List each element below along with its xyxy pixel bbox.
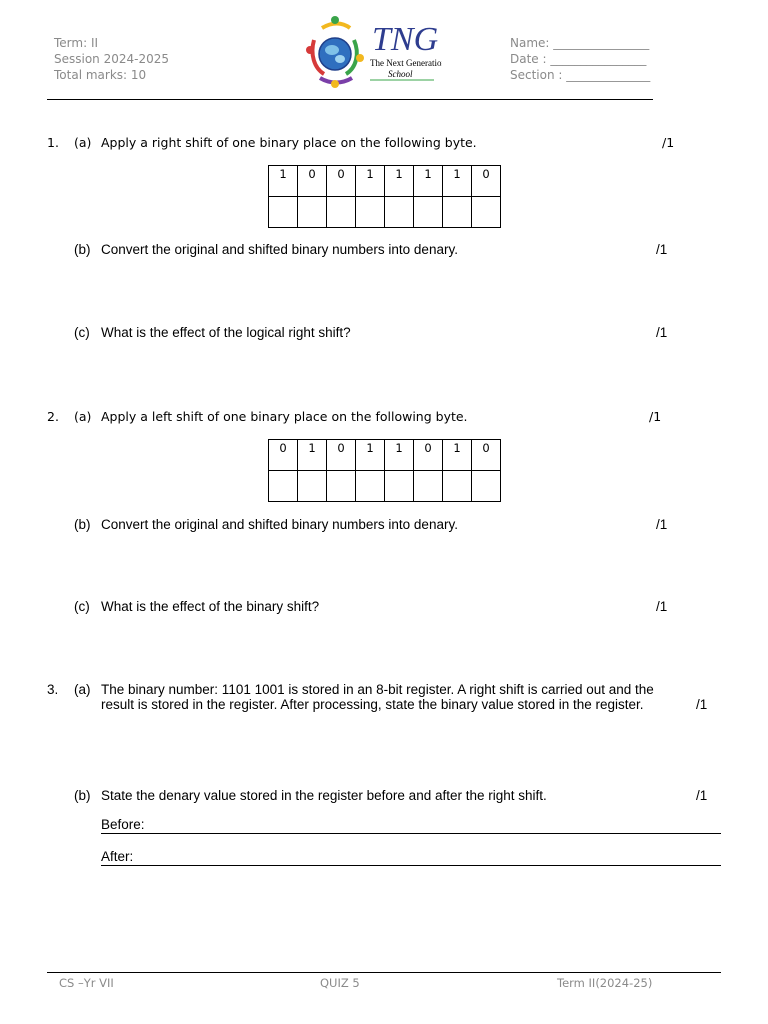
footer-center: QUIZ 5 [320,976,360,990]
q1-answer-cell[interactable] [472,197,501,228]
q3b-text: State the denary value stored in the register before and after the right shift. [101,788,547,803]
q2-answer-cell[interactable] [472,471,501,502]
q3a-text-line2: result is stored in the register. After processing, state the binary value stored in the register. [101,697,644,712]
footer-right: Term II(2024-25) [557,976,653,990]
section-field[interactable]: Section : ______________ [510,68,651,82]
q2-answer-cell[interactable] [327,471,356,502]
after-answer-line[interactable] [101,865,721,866]
q2-byte-table [268,439,501,502]
q2-answer-cell[interactable] [356,471,385,502]
q1-answer-cell[interactable] [298,197,327,228]
name-field[interactable]: Name: ________________ [510,36,650,50]
total-marks-label: Total marks: 10 [54,68,147,82]
q1-answer-cell[interactable] [414,197,443,228]
q2-answer-cell[interactable] [269,471,298,502]
q2c-text: What is the effect of the binary shift? [101,599,320,614]
q1-byte-table [268,165,501,228]
q1-bit: 0 [298,166,327,197]
q1-answer-cell[interactable] [385,197,414,228]
date-field[interactable]: Date : ________________ [510,52,647,66]
after-label: After: [101,849,134,864]
q1c-label: (c) [74,325,90,340]
q1b-label: (b) [74,242,91,257]
q1c-text: What is the effect of the logical right shift? [101,325,351,340]
q2-bit: 0 [269,440,298,471]
q2-bit: 1 [298,440,327,471]
q2-original-row [269,440,501,471]
q2-answer-cell[interactable] [414,471,443,502]
before-label: Before: [101,817,145,832]
header-left [54,35,169,83]
session-label: Session 2024-2025 [54,52,170,66]
q1c-marks: /1 [656,325,668,340]
q2c-label: (c) [74,599,90,614]
before-answer-line[interactable] [101,833,721,834]
q2a-label: (a) [74,409,92,424]
q2-bit: 1 [443,440,472,471]
q1-number: 1. [47,135,59,150]
q2-answer-row [269,471,501,502]
q1-answer-cell[interactable] [443,197,472,228]
q1a-marks: /1 [662,135,675,150]
q2-bit: 1 [385,440,414,471]
q1-answer-cell[interactable] [356,197,385,228]
q1-bit: 1 [269,166,298,197]
q1-bit: 1 [356,166,385,197]
q1-bit: 0 [327,166,356,197]
q1-bit: 0 [472,166,501,197]
school-logo [302,14,442,90]
logo-line1: The Next Generation [370,58,442,68]
footer-divider [47,972,721,973]
header-right [510,35,650,83]
q1-original-row [269,166,501,197]
logo-letters: TNG [372,21,439,58]
q2-bit: 0 [327,440,356,471]
q2a-text: Apply a left shift of one binary place on the following byte. [101,409,468,424]
q2-answer-cell[interactable] [298,471,327,502]
q3b-marks: /1 [696,788,708,803]
q3a-label: (a) [74,682,91,697]
q2b-text: Convert the original and shifted binary numbers into denary. [101,517,458,532]
q3a-marks: /1 [696,697,708,712]
q2-bit: 1 [356,440,385,471]
q1-answer-cell[interactable] [269,197,298,228]
q1-bit: 1 [414,166,443,197]
footer-left: CS –Yr VII [59,976,114,990]
q2-bit: 0 [414,440,443,471]
q2b-marks: /1 [656,517,668,532]
q2a-marks: /1 [649,409,662,424]
q1-answer-cell[interactable] [327,197,356,228]
q2-bit: 0 [472,440,501,471]
q2-number: 2. [47,409,59,424]
q1-answer-row [269,197,501,228]
header-divider [47,99,653,100]
logo-line2: School [388,69,413,79]
q2-answer-cell[interactable] [443,471,472,502]
q2-answer-cell[interactable] [385,471,414,502]
q3-number: 3. [47,682,59,697]
q1b-text: Convert the original and shifted binary numbers into denary. [101,242,458,257]
q1b-marks: /1 [656,242,668,257]
q2b-label: (b) [74,517,91,532]
q2c-marks: /1 [656,599,668,614]
q3a-text-line1: The binary number: 1101 1001 is stored in an 8-bit register. A right shift is carried out and the [101,682,654,697]
q1a-label: (a) [74,135,92,150]
q3b-label: (b) [74,788,91,803]
q1-bit: 1 [443,166,472,197]
q1-bit: 1 [385,166,414,197]
q1a-text: Apply a right shift of one binary place on the following byte. [101,135,477,150]
term-label: Term: II [54,36,99,50]
